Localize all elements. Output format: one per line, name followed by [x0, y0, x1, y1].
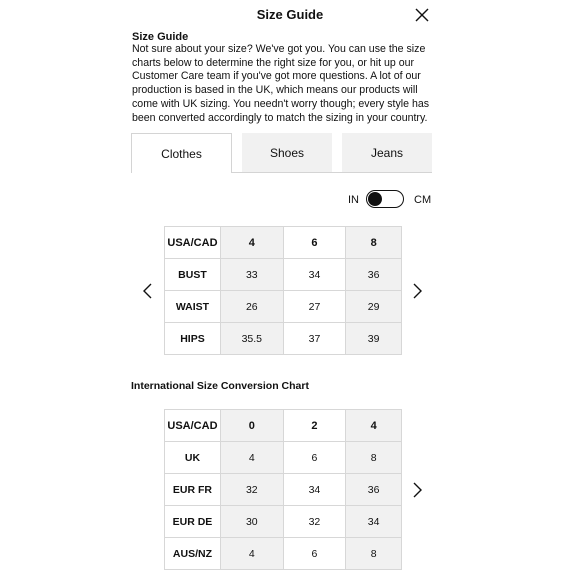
size-col-header: 4: [220, 227, 283, 259]
conversion-heading: International Size Conversion Chart: [131, 380, 309, 392]
toggle-knob: [368, 192, 382, 206]
row-label: WAIST: [165, 291, 221, 323]
intro-text: Not sure about your size? We've got you. You can use the size charts below to determine the right size for you, or hit up our Customer Care team if you've got more questions. A lot of our production is based in the UK, which means our products will come with UK sizing. You needn't worry though; every style has been converted accordingly to match the sizing in your country.: [132, 43, 430, 124]
table-row: [165, 291, 402, 323]
size-table: [164, 226, 402, 355]
table-row: [165, 259, 402, 291]
table-cell: 4: [220, 442, 283, 474]
row-label: BUST: [165, 259, 221, 291]
table-row: [165, 227, 402, 259]
unit-toggle[interactable]: [366, 190, 404, 208]
table-cell: 34: [283, 474, 346, 506]
size-col-header: 0: [220, 410, 283, 442]
size-col-header: 6: [283, 227, 346, 259]
table-cell: 8: [346, 538, 402, 570]
table-cell: 39: [346, 323, 402, 355]
unit-cm-label: CM: [414, 194, 432, 206]
table-cell: 32: [283, 506, 346, 538]
table-cell: 34: [283, 259, 346, 291]
size-col-header: 4: [346, 410, 402, 442]
table-cell: 33: [220, 259, 283, 291]
modal-title: Size Guide: [256, 7, 324, 22]
table-row: [165, 538, 402, 570]
table-cell: 6: [283, 538, 346, 570]
table-row: [165, 323, 402, 355]
tab-clothes[interactable]: [131, 133, 232, 173]
tab-jeans[interactable]: [342, 133, 432, 172]
chevron-right-icon: [410, 281, 424, 301]
size-col-header: 8: [346, 227, 402, 259]
table-row: [165, 442, 402, 474]
close-button[interactable]: [413, 6, 431, 24]
size-col-header: 2: [283, 410, 346, 442]
tab-jeans-label: Jeans: [370, 145, 404, 160]
tab-shoes-label: Shoes: [269, 145, 305, 160]
unit-in-label: IN: [348, 194, 359, 206]
tab-shoes[interactable]: [242, 133, 332, 172]
size-header-label: USA/CAD: [165, 227, 221, 259]
table-cell: 29: [346, 291, 402, 323]
table-cell: 34: [346, 506, 402, 538]
next-conversion-button[interactable]: [410, 480, 424, 500]
next-size-button[interactable]: [410, 281, 424, 301]
table-cell: 4: [220, 538, 283, 570]
chevron-left-icon: [141, 281, 155, 301]
table-cell: 8: [346, 442, 402, 474]
conversion-header-label: USA/CAD: [165, 410, 221, 442]
row-label: UK: [165, 442, 221, 474]
row-label: AUS/NZ: [165, 538, 221, 570]
chevron-right-icon: [410, 480, 424, 500]
row-label: HIPS: [165, 323, 221, 355]
table-cell: 26: [220, 291, 283, 323]
table-row: [165, 506, 402, 538]
table-cell: 32: [220, 474, 283, 506]
table-row: [165, 474, 402, 506]
intro-heading: Size Guide: [132, 31, 189, 43]
tab-divider: [232, 172, 432, 173]
table-cell: 35.5: [220, 323, 283, 355]
conversion-table: [164, 409, 402, 570]
row-label: EUR FR: [165, 474, 221, 506]
table-row: [165, 410, 402, 442]
close-icon: [413, 6, 431, 24]
table-cell: 6: [283, 442, 346, 474]
row-label: EUR DE: [165, 506, 221, 538]
category-tabs: [131, 133, 432, 173]
tab-clothes-label: Clothes: [161, 146, 202, 161]
table-cell: 36: [346, 259, 402, 291]
prev-size-button[interactable]: [141, 281, 155, 301]
table-cell: 30: [220, 506, 283, 538]
table-cell: 27: [283, 291, 346, 323]
table-cell: 37: [283, 323, 346, 355]
table-cell: 36: [346, 474, 402, 506]
